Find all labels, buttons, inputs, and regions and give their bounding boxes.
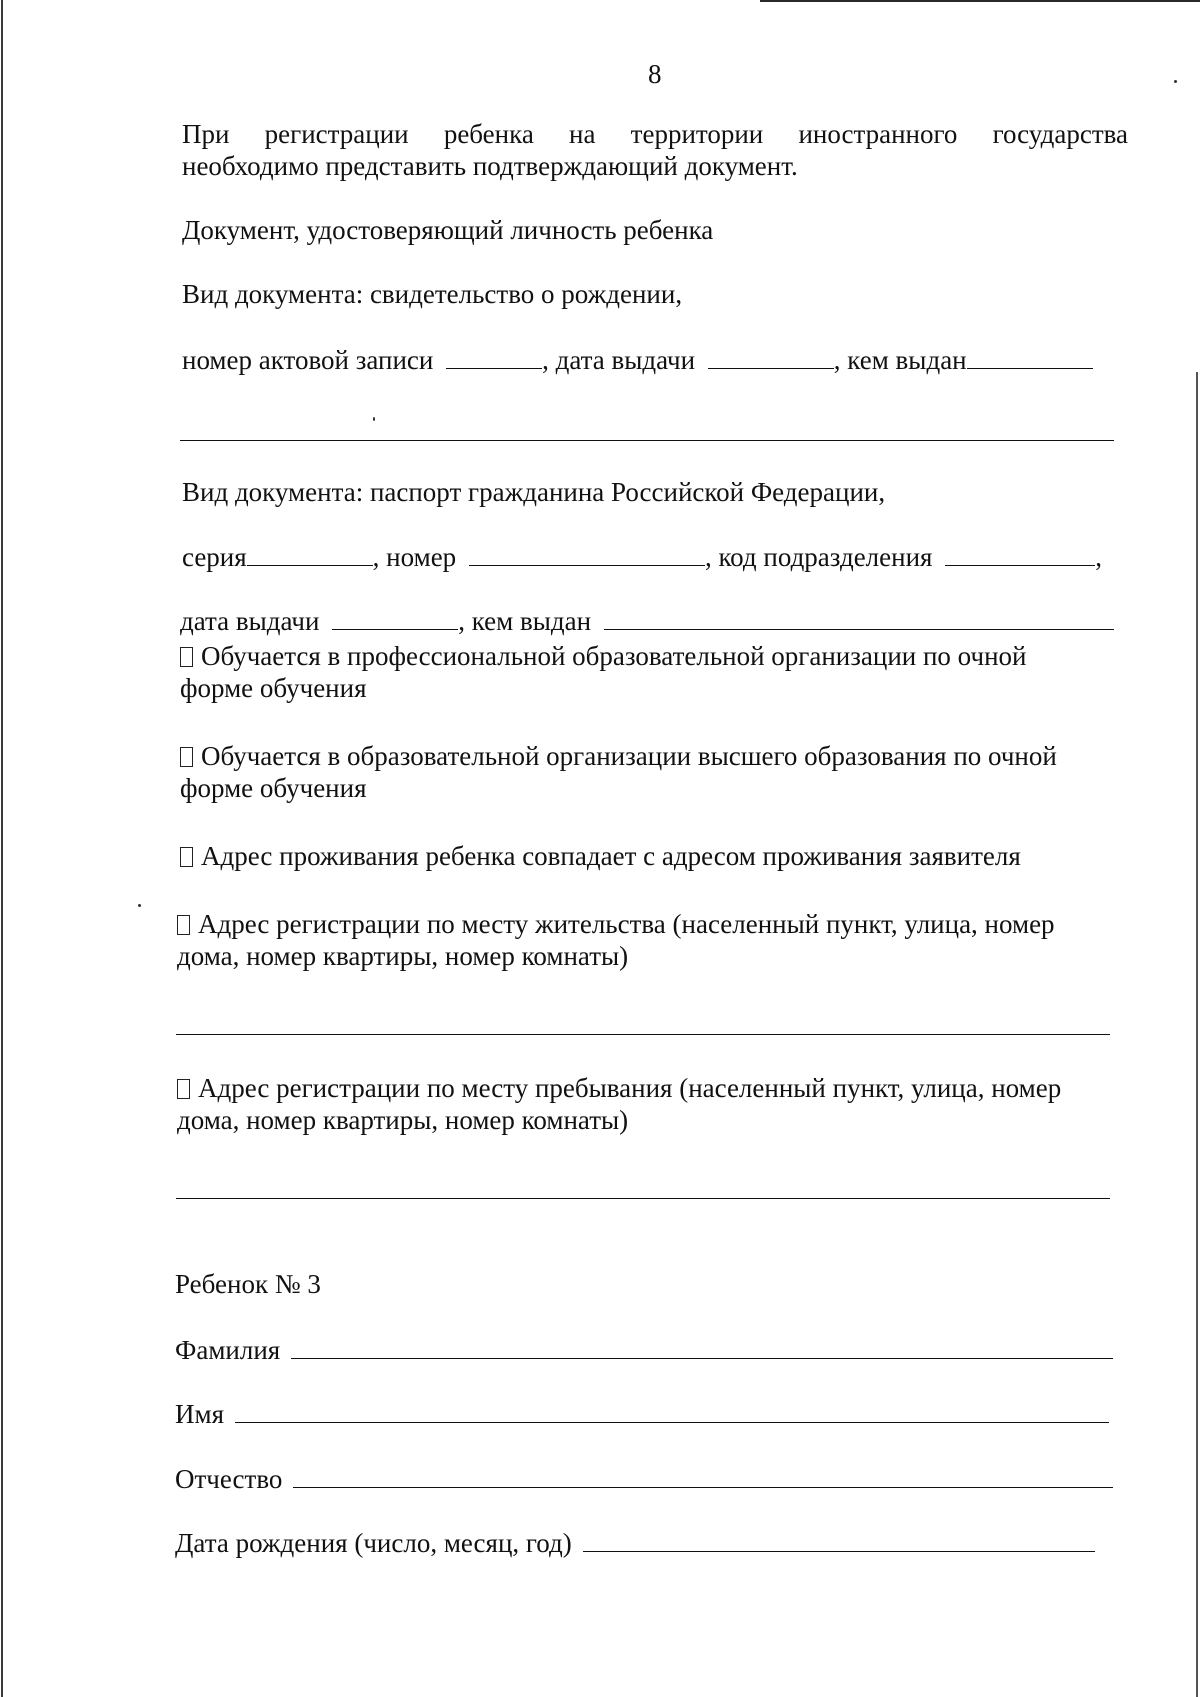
series-field[interactable] bbox=[247, 541, 373, 566]
number-label: , номер bbox=[372, 542, 457, 572]
issue-date-field[interactable] bbox=[708, 344, 834, 369]
stay-registration-label-2: дома, номер квартиры, номер комнаты) bbox=[177, 1105, 629, 1135]
passport-row-2 bbox=[180, 605, 1114, 637]
issued-by-continuation-line[interactable] bbox=[180, 440, 1114, 441]
option-residence-registration bbox=[177, 908, 1055, 972]
option-higher-edu bbox=[180, 740, 1057, 804]
division-code-label: , код подразделения bbox=[704, 542, 933, 572]
birthdate-label: Дата рождения (число, месяц, год) bbox=[175, 1528, 572, 1558]
intro-word: государства bbox=[992, 119, 1128, 149]
same-address-checkbox[interactable] bbox=[180, 847, 193, 867]
prof-edu-label-2: форме обучения bbox=[180, 673, 367, 703]
issued-by-field[interactable] bbox=[967, 344, 1093, 369]
identity-heading: Документ, удостоверяющий личность ребенка bbox=[182, 215, 714, 245]
passport-row-1 bbox=[182, 541, 1102, 573]
residence-registration-label-1: Адрес регистрации по месту жительства (населенный пункт, улица, номер bbox=[198, 909, 1055, 939]
child3-heading: Ребенок № 3 bbox=[175, 1269, 321, 1299]
patronymic-field[interactable] bbox=[293, 1463, 1113, 1488]
option-same-address bbox=[180, 840, 1021, 872]
intro-word: на bbox=[569, 119, 596, 149]
surname-label: Фамилия bbox=[175, 1335, 281, 1365]
scan-edge-left bbox=[1, 0, 3, 1697]
series-label: серия bbox=[182, 542, 247, 572]
scan-speck bbox=[373, 417, 375, 421]
stay-registration-label-1: Адрес регистрации по месту пребывания (населенный пункт, улица, номер bbox=[198, 1073, 1062, 1103]
option-prof-edu bbox=[180, 640, 1026, 704]
passport-issued-by-field[interactable] bbox=[604, 605, 1114, 630]
intro-word: При bbox=[182, 119, 230, 149]
intro-word: ребенка bbox=[443, 119, 534, 149]
passport-issue-date-field[interactable] bbox=[332, 605, 458, 630]
patronymic-row bbox=[175, 1463, 1113, 1495]
higher-edu-label-2: форме обучения bbox=[180, 773, 367, 803]
intro-paragraph bbox=[182, 118, 1128, 182]
birthdate-row bbox=[175, 1527, 1095, 1559]
residence-address-line[interactable] bbox=[176, 1034, 1110, 1035]
intro-word: территории bbox=[630, 119, 764, 149]
same-address-label: Адрес проживания ребенка совпадает с адресом проживания заявителя bbox=[201, 841, 1021, 871]
birthdate-field[interactable] bbox=[583, 1527, 1095, 1552]
record-number-label: номер актовой записи bbox=[182, 345, 434, 375]
division-code-field[interactable] bbox=[945, 541, 1095, 566]
intro-line-2: необходимо представить подтверждающий документ. bbox=[182, 151, 798, 181]
residence-registration-checkbox[interactable] bbox=[177, 915, 190, 935]
passport-issue-date-label: дата выдачи bbox=[180, 606, 320, 636]
birth-certificate-row bbox=[182, 344, 1093, 376]
higher-edu-label-1: Обучается в образовательной организации высшего образования по очной bbox=[201, 741, 1057, 771]
prof-edu-label-1: Обучается в профессиональной образовательной организации по очной bbox=[201, 641, 1027, 671]
intro-word: регистрации bbox=[264, 119, 409, 149]
name-label: Имя bbox=[175, 1399, 225, 1429]
scan-edge-top bbox=[760, 0, 1200, 2]
prof-edu-checkbox[interactable] bbox=[180, 647, 193, 667]
passport-issued-by-label: , кем выдан bbox=[458, 606, 592, 636]
residence-registration-label-2: дома, номер квартиры, номер комнаты) bbox=[177, 941, 629, 971]
record-number-field[interactable] bbox=[446, 344, 542, 369]
scan-edge-right bbox=[1196, 372, 1198, 1697]
intro-word: иностранного bbox=[798, 119, 958, 149]
number-field[interactable] bbox=[469, 541, 705, 566]
scan-speck bbox=[1174, 80, 1177, 83]
higher-edu-checkbox[interactable] bbox=[180, 747, 193, 767]
intro-line-1 bbox=[182, 118, 1128, 150]
name-field[interactable] bbox=[235, 1398, 1109, 1423]
patronymic-label: Отчество bbox=[175, 1464, 283, 1494]
option-stay-registration bbox=[177, 1072, 1061, 1136]
surname-field[interactable] bbox=[291, 1334, 1113, 1359]
name-row bbox=[175, 1398, 1109, 1430]
stay-address-line[interactable] bbox=[176, 1198, 1110, 1199]
scan-speck bbox=[138, 904, 141, 907]
passport-type: Вид документа: паспорт гражданина Российской Федерации, bbox=[182, 477, 886, 507]
division-comma: , bbox=[1095, 542, 1102, 572]
issue-date-label: , дата выдачи bbox=[542, 345, 696, 375]
stay-registration-checkbox[interactable] bbox=[177, 1079, 190, 1099]
issued-by-label: , кем выдан bbox=[833, 345, 967, 375]
surname-row bbox=[175, 1334, 1113, 1366]
birth-certificate-type: Вид документа: свидетельство о рождении, bbox=[182, 279, 683, 309]
page-number: 8 bbox=[648, 59, 662, 89]
